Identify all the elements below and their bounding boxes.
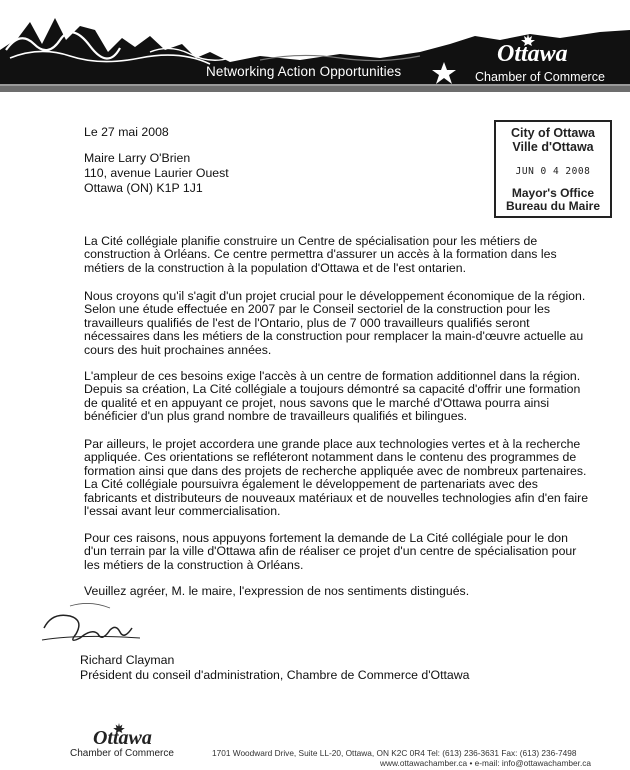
recipient-address [84, 152, 229, 197]
body-paragraph: L'ampleur de ces besoins exige l'accès à un centre de formation additionnel dans la région. Depuis sa création, La Cité collégiale a toujours démontré sa capacité d'offrir une formation de qualité et en appuyant ce projet, nous savons que le marché d'Ottawa pourra ainsi bénéficier d'un plus grand nombre de travailleurs qualifiés et bilingues. [84, 369, 581, 424]
footer-brand-sub: Chamber of Commerce [70, 748, 174, 759]
signer-title: Président du conseil d'administration, Chambre de Commerce d'Ottawa [80, 668, 470, 682]
handwritten-signature [40, 598, 150, 650]
letterhead [0, 0, 630, 100]
stamp-line: Bureau du Maire [505, 199, 601, 213]
letterhead-brand: Ottawa [497, 41, 568, 67]
body-paragraph: Pour ces raisons, nous appuyons fortement la demande de La Cité collégiale pour le don d'un terrain par la ville d'Ottawa afin de réaliser ce projet d'un centre de spécialisation pour les métiers de la construction à Orléans. [84, 531, 577, 572]
letterhead-brand-sub: Chamber of Commerce [475, 70, 605, 84]
footer-web: www.ottawachamber.ca • e-mail: info@ottawachamber.ca [380, 758, 592, 768]
body-paragraph: Par ailleurs, le projet accordera une grande place aux technologies vertes et à la recherche appliquée. Ces orientations se refléteront notamment dans le contenu des programmes de formation ainsi que dans des projets de recherche appliquée avec de nombreux partenaires. La Cité collégiale poursuivra également le développement de partenariats avec des fabricants et distributeurs de nouveaux matériaux et de nouvelles technologies afin d'en faire l'essai avant leur commercialisation. [84, 437, 589, 519]
recipient-line: Maire Larry O'Brien [84, 151, 191, 165]
footer-brand: Ottawa [93, 727, 152, 749]
footer-address: 1701 Woodward Drive, Suite LL-20, Ottawa, ON K2C 0R4 Tel: (613) 236-3631 Fax: (613) 236-7498 [212, 748, 577, 758]
star-icon [431, 61, 457, 85]
letter-footer [0, 715, 630, 770]
closing-line: Veuillez agréer, M. le maire, l'expression de nos sentiments distingués. [84, 584, 470, 598]
stamp-date: JUN 0 4 2008 [515, 166, 591, 177]
letterhead-tagline: Networking Action Opportunities [206, 64, 402, 79]
stamp-line: Ville d'Ottawa [512, 140, 594, 154]
letter-date: Le 27 mai 2008 [84, 125, 169, 139]
body-paragraph: La Cité collégiale planifie construire un Centre de spécialisation pour les métiers de construction à Orléans. Ce centre permettra d'assurer un accès à la formation dans les métiers de la construction à la population d'Ottawa et de l'est ontarien. [84, 234, 557, 275]
signer-block [80, 654, 470, 684]
received-stamp [494, 120, 612, 218]
recipient-line: 110, avenue Laurier Ouest [84, 166, 229, 180]
body-paragraph: Nous croyons qu'il s'agit d'un projet crucial pour le développement économique de la région. Selon une étude effectuée en 2007 par le Conseil sectoriel de la construction pour les travailleurs qualifiés de l'est de l'Ontario, plus de 7 000 travailleurs qualifiés seront nécessaires dans les métiers de la construction pour remplacer la main-d'œuvre actuelle au cours des huit prochaines années. [84, 289, 586, 357]
recipient-line: Ottawa (ON) K1P 1J1 [84, 181, 203, 195]
signer-name: Richard Clayman [80, 653, 175, 667]
stamp-line: Mayor's Office [511, 186, 595, 200]
stamp-line: City of Ottawa [510, 126, 596, 140]
